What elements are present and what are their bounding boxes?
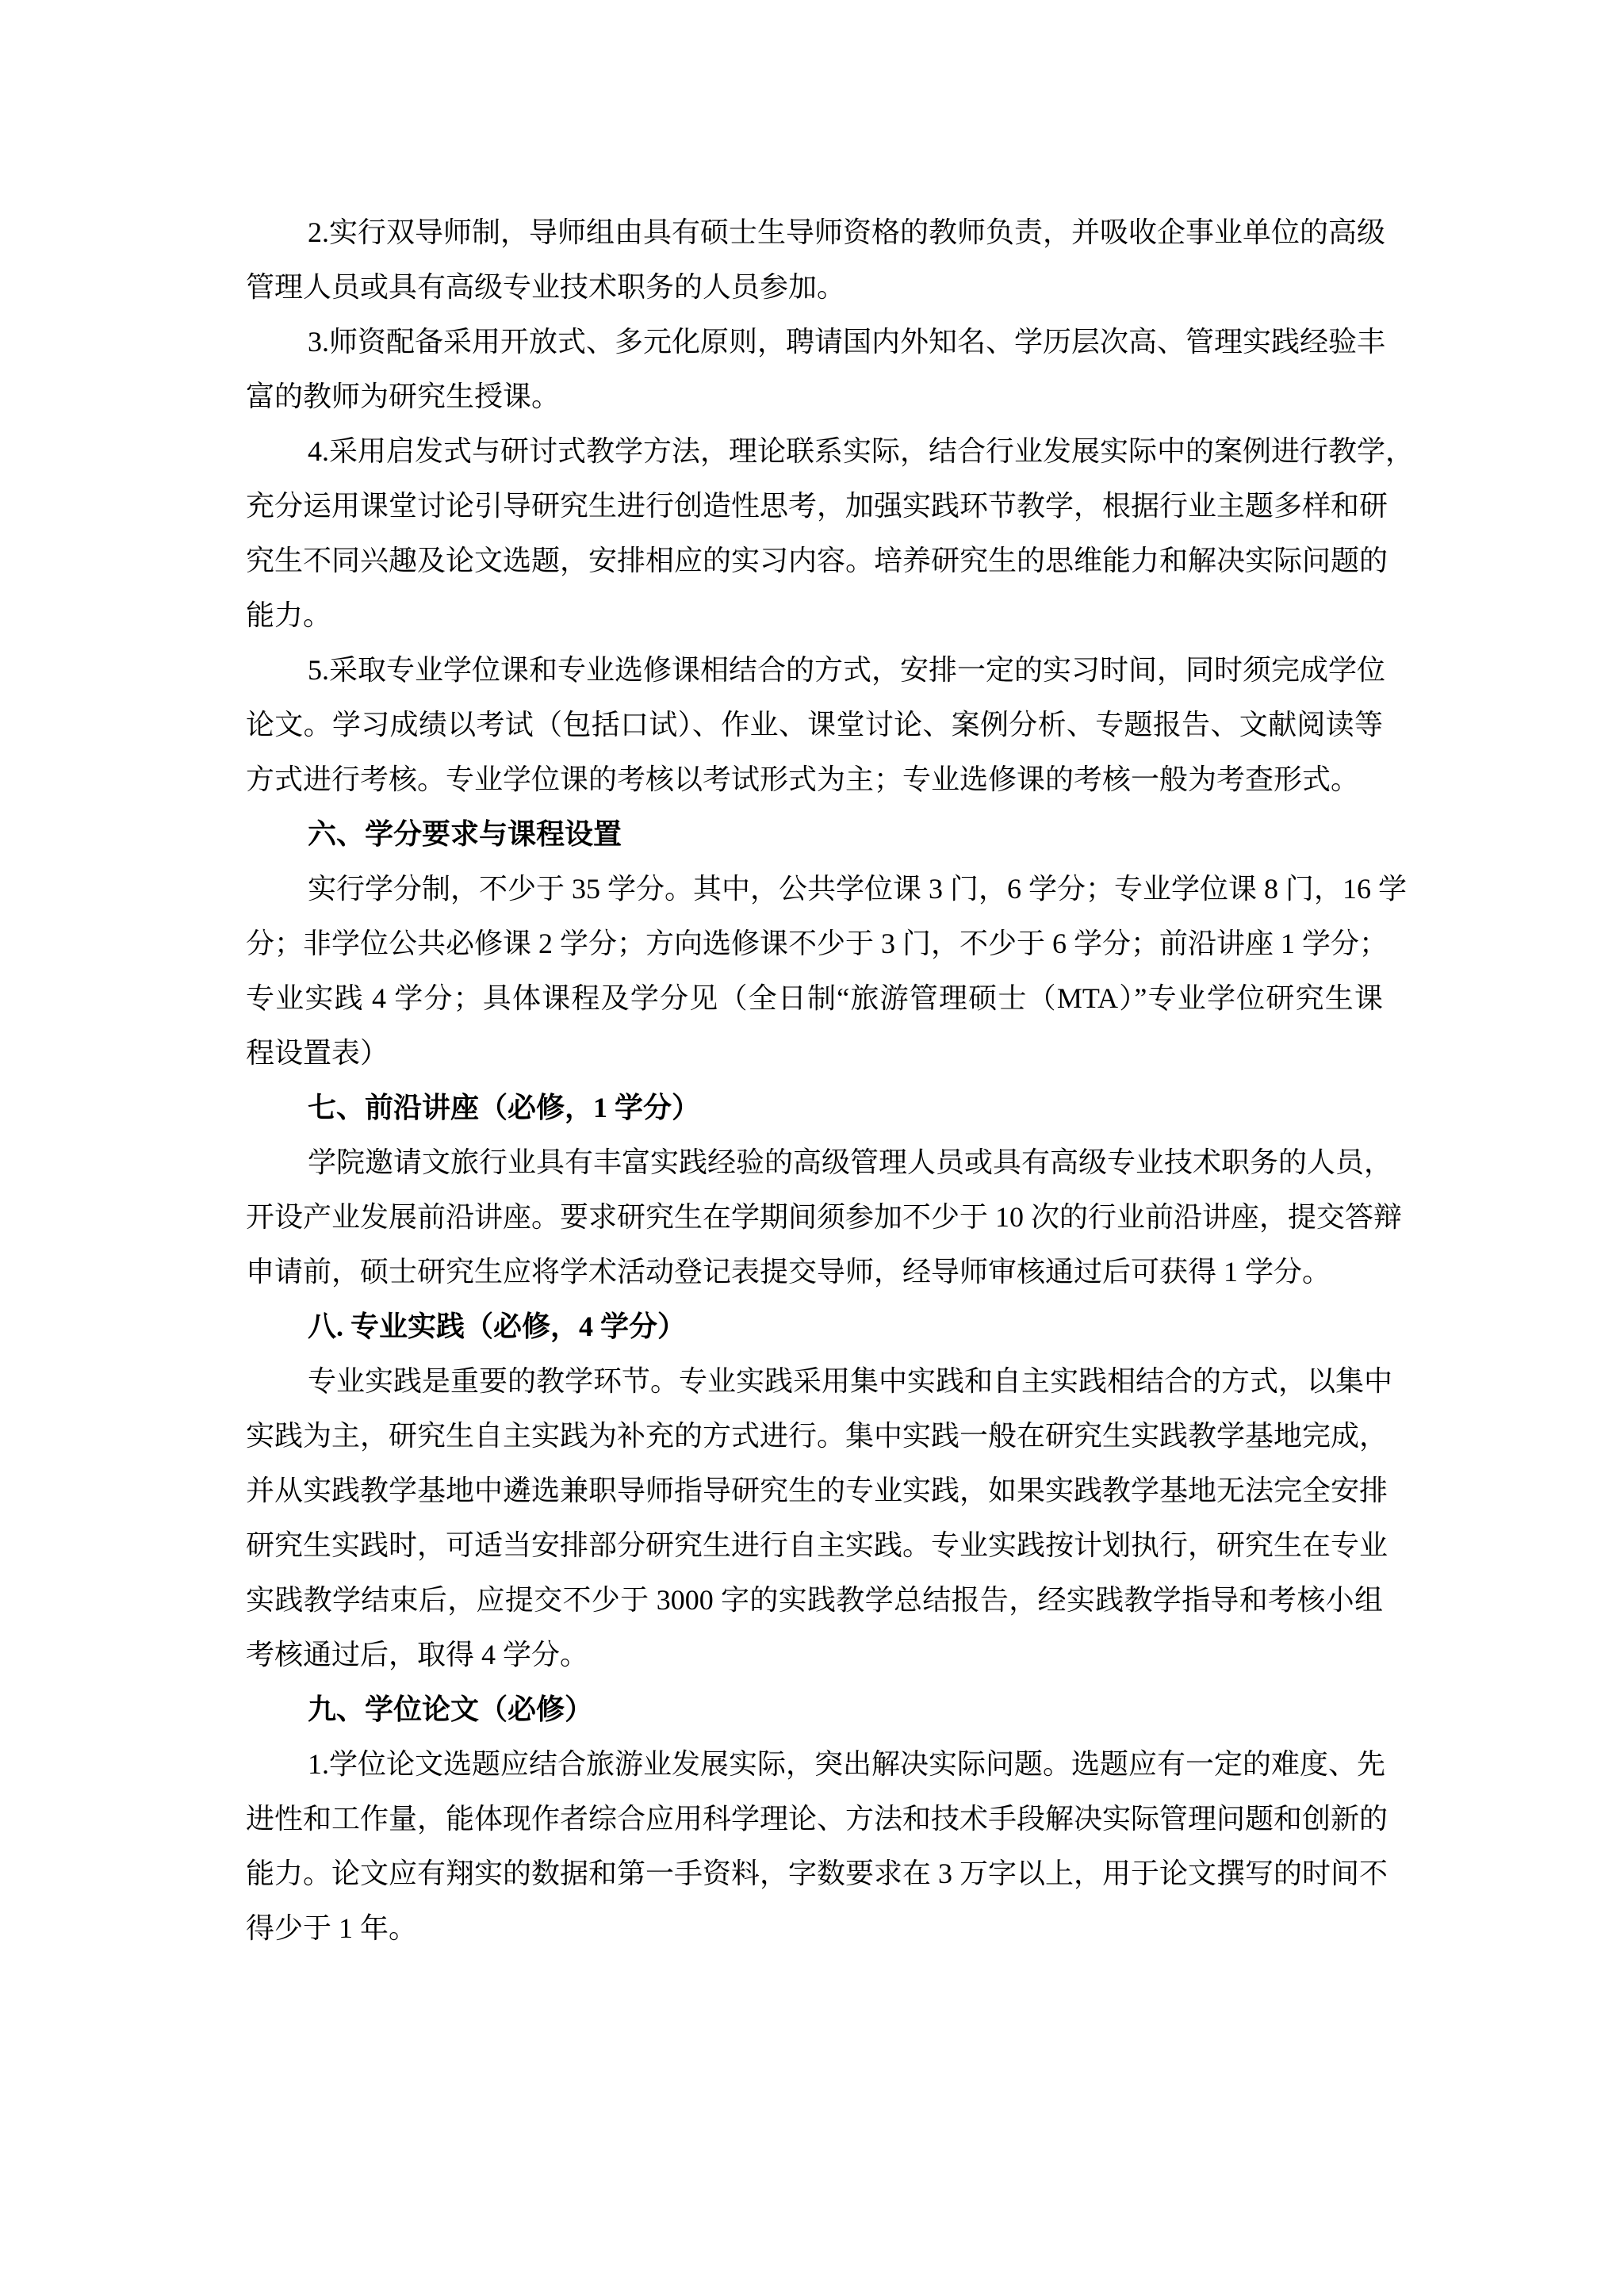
text-line: 申请前，硕士研究生应将学术活动登记表提交导师，经导师审核通过后可获得 1 学分。 — [246, 1256, 1331, 1288]
text-line: 3.师资配备采用开放式、多元化原则，聘请国内外知名、学历层次高、管理实践经验丰 — [308, 326, 1386, 358]
text-line: 论文。学习成绩以考试（包括口试）、作业、课堂讨论、案例分析、专题报告、文献阅读等 — [246, 709, 1383, 740]
section-heading: 六、学分要求与课程设置 — [308, 818, 622, 850]
text-line: 能力。 — [246, 599, 332, 631]
text-line: 1.学位论文选题应结合旅游业发展实际，突出解决实际问题。选题应有一定的难度、先 — [308, 1748, 1386, 1780]
text-line: 实践为主，研究生自主实践为补充的方式进行。集中实践一般在研究生实践教学基地完成， — [246, 1420, 1388, 1452]
section-heading: 九、学位论文（必修） — [308, 1693, 594, 1725]
text-line: 专业实践是重要的教学环节。专业实践采用集中实践和自主实践相结合的方式，以集中 — [308, 1365, 1393, 1397]
text-line: 专业实践 4 学分；具体课程及学分见（全日制“旅游管理硕士（MTA）”专业学位研究生课 — [246, 982, 1383, 1014]
text-line: 考核通过后，取得 4 学分。 — [246, 1639, 589, 1670]
text-line: 管理人员或具有高级专业技术职务的人员参加。 — [246, 271, 846, 303]
paragraph — [246, 205, 1386, 315]
text-line: 学院邀请文旅行业具有丰富实践经验的高级管理人员或具有高级专业技术职务的人员， — [308, 1146, 1393, 1178]
paragraph — [246, 862, 1408, 1081]
text-line: 富的教师为研究生授课。 — [246, 381, 561, 412]
paragraph — [246, 424, 1415, 643]
text-line: 分；非学位公共必修课 2 学分；方向选修课不少于 3 门，不少于 6 学分；前沿讲座 1 学分； — [246, 928, 1388, 959]
text-line: 充分运用课堂讨论引导研究生进行创造性思考，加强实践环节教学，根据行业主题多样和研 — [246, 490, 1388, 522]
text-line: 4.采用启发式与研讨式教学方法，理论联系实际，结合行业发展实际中的案例进行教学， — [308, 435, 1415, 467]
paragraph — [246, 315, 1386, 424]
text-line: 实践教学结束后，应提交不少于 3000 字的实践教学总结报告，经实践教学指导和考核小组 — [246, 1584, 1383, 1616]
text-line: 程设置表） — [246, 1037, 389, 1069]
section-heading: 七、前沿讲座（必修，1 学分） — [308, 1092, 701, 1123]
section-heading: 八. 专业实践（必修，4 学分） — [308, 1311, 687, 1342]
paragraph — [246, 1354, 1393, 1682]
text-line: 2.实行双导师制，导师组由具有硕士生导师资格的教师负责，并吸收企事业单位的高级 — [308, 216, 1386, 248]
paragraph — [246, 1737, 1388, 1956]
text-line: 得少于 1 年。 — [246, 1912, 418, 1944]
text-line: 进性和工作量，能体现作者综合应用科学理论、方法和技术手段解决实际管理问题和创新的 — [246, 1803, 1388, 1835]
text-line: 并从实践教学基地中遴选兼职导师指导研究生的专业实践，如果实践教学基地无法完全安排 — [246, 1475, 1388, 1506]
text-line: 能力。论文应有翔实的数据和第一手资料，字数要求在 3 万字以上，用于论文撰写的时间不 — [246, 1858, 1388, 1889]
text-line: 5.采取专业学位课和专业选修课相结合的方式，安排一定的实习时间，同时须完成学位 — [308, 654, 1386, 686]
text-line: 开设产业发展前沿讲座。要求研究生在学期间须参加不少于 10 次的行业前沿讲座，提交答辩 — [246, 1201, 1403, 1233]
document-body — [246, 205, 1415, 1956]
text-line: 实行学分制，不少于 35 学分。其中，公共学位课 3 门，6 学分；专业学位课 8 门，16 学 — [308, 873, 1408, 905]
text-line: 方式进行考核。专业学位课的考核以考试形式为主；专业选修课的考核一般为考查形式。 — [246, 763, 1360, 795]
text-line: 研究生实践时，可适当安排部分研究生进行自主实践。专业实践按计划执行，研究生在专业 — [246, 1529, 1388, 1561]
paragraph — [246, 643, 1386, 807]
text-line: 究生不同兴趣及论文选题，安排相应的实习内容。培养研究生的思维能力和解决实际问题的 — [246, 545, 1388, 576]
paragraph — [246, 1135, 1403, 1299]
